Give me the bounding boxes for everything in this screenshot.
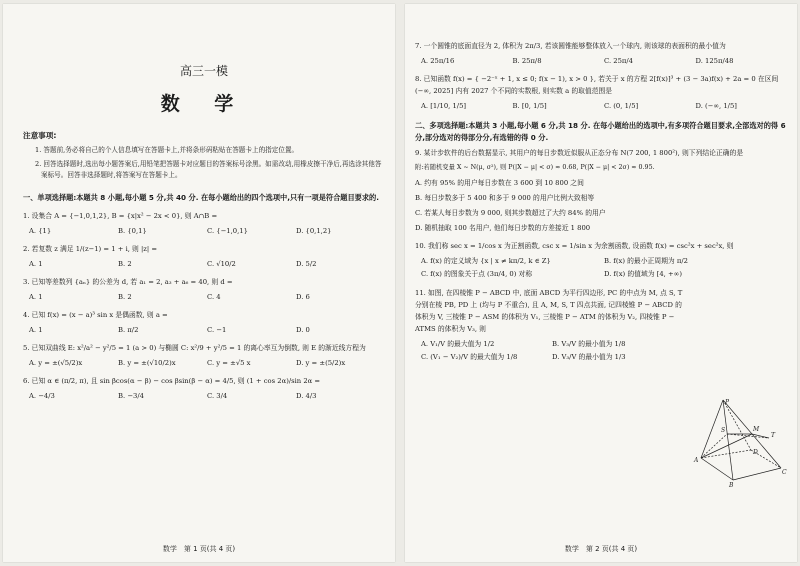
- question-6: 6. 已知 α ∈ (π/2, π), 且 sin βcos(α − β) − cos βsin(β − α) = 4/5, 则 (1 + cos 2α)/sin 2α =: [23, 376, 321, 385]
- option: D. 125π/48: [695, 57, 734, 65]
- subject-title: 数 学: [160, 93, 248, 115]
- question-11: 11. 如图, 在四棱锥 P − ABCD 中, 底面 ABCD 为平行四边形, PC 的中点为 M, 点 S, T 分别在棱 PB, PD 上 (均与 P 不重合), 且 A, M, S, T 四点共面, 记四棱锥 P − ABCD 的体积为 V, 三棱锥 P − ASM 的体积为 V₁, 三棱锥 P − ATM 的体积为 V₂, 四棱锥 P − ATMS 的体积为 V₃, 则: [415, 289, 683, 333]
- option: B. f(x) 的最小正周期为 π/2: [604, 257, 688, 265]
- question-8: 8. 已知函数 f(x) = { −2⁻ˣ + 1, x ≤ 0; f(x − 1), x > 0 }, 若关于 x 的方程 2[f(x)]³ + (3 − 3a)f(x) + 2a = 0 在区间 (−∞, 2025] 内有 2027 个不同的实数根, 则实数 a 的取值范围是: [415, 75, 779, 95]
- option: B. y = ±(√10/2)x: [118, 358, 176, 367]
- option: A. 25π/16: [421, 57, 455, 65]
- option: C. 25π/4: [604, 57, 634, 65]
- section-single-choice: 一、单项选择题:本题共 8 小题,每小题 5 分,共 40 分. 在每小题给出的四个选项中,只有一项是符合题目要求的.: [23, 192, 379, 202]
- question-11-options: [421, 338, 683, 364]
- option: D. (−∞, 1/5]: [695, 102, 737, 110]
- option: A. f(x) 的定义域为 {x | x ≠ kπ/2, k ∈ Z}: [421, 257, 551, 265]
- option: B. 2: [118, 259, 132, 268]
- option: A. V₁/V 的最大值为 1/2: [421, 340, 495, 348]
- question-4-options: [29, 324, 385, 336]
- figure-label: T: [771, 432, 776, 439]
- figure-label: S: [721, 427, 726, 434]
- option: B. 25π/8: [512, 57, 542, 65]
- option: A. 1: [29, 325, 43, 334]
- question-4: 4. 已知 f(x) = (x − a)³ sin x 是偶函数, 则 a =: [23, 310, 168, 319]
- question-1-options: [29, 225, 385, 237]
- option: D. 随机抽取 100 名用户, 他们每日步数的方差接近 1 800: [415, 224, 591, 232]
- option: A. 1: [29, 259, 43, 268]
- question-6-options: [29, 390, 385, 402]
- section-multi-choice: 二、多项选择题:本题共 3 小题,每小题 6 分,共 18 分. 在每小题给出的选项中,有多项符合题目要求,全部选对的得 6 分,部分选对的得部分分,有选错的得 0 分.: [415, 121, 786, 142]
- option: C. 3/4: [207, 391, 228, 400]
- option: C. −1: [207, 325, 227, 334]
- option: A. 约有 95% 的用户每日步数在 3 600 到 10 800 之间: [415, 179, 584, 187]
- question-5: 5. 已知双曲线 E: x²/a² − y²/5 = 1 (a > 0) 与椭圆 C: x²/9 + y²/5 = 1 的离心率互为倒数, 则 E 的渐近线方程为: [23, 343, 366, 352]
- notice-item: 2. 回答选择题时,选出每小题答案后,用铅笔把答题卡对应题目的答案标号涂黑。如需改动,用橡皮擦干净后,再选涂其他答案标号。回答非选择题时,将答案写在答题卡上。: [35, 159, 382, 179]
- figure-label: B: [729, 482, 734, 488]
- question-2-options: [29, 258, 385, 270]
- question-5-options: [29, 357, 385, 369]
- page-footer: 数学 第 2 页(共 4 页): [564, 545, 638, 553]
- option: C. f(x) 的图象关于点 (3π/4, 0) 对称: [421, 270, 533, 278]
- option: D. 4/3: [296, 391, 317, 400]
- question-3: 3. 已知等差数列 {aₙ} 的公差为 d, 若 a₁ = 2, a₃ + a₆ = 40, 则 d =: [23, 277, 233, 286]
- exam-page-2: [405, 4, 797, 562]
- question-10: 10. 我们称 sec x = 1/cos x 为正割函数, csc x = 1/sin x 为余割函数, 设函数 f(x) = csc²x + sec²x, 则: [415, 242, 734, 250]
- option: D. V₃/V 的最小值为 1/3: [552, 353, 626, 361]
- option: D. 5/2: [296, 259, 317, 268]
- option: C. 若某人每日步数为 9 000, 则其步数超过了大约 84% 的用户: [415, 209, 606, 217]
- question-3-options: [29, 291, 385, 303]
- option: B. {0,1}: [118, 226, 147, 235]
- question-10-options: [421, 255, 787, 281]
- pyramid-figure: [693, 396, 789, 488]
- figure-label: A: [694, 457, 699, 464]
- option: B. −3/4: [118, 391, 144, 400]
- figure-label: C: [782, 469, 787, 476]
- figure-label: P: [725, 399, 730, 406]
- page-footer: 数学 第 1 页(共 4 页): [162, 545, 236, 553]
- option: D. 6: [296, 292, 310, 301]
- option: C. (0, 1/5]: [604, 102, 639, 110]
- question-7: 7. 一个圆锥的底面直径为 2, 体积为 2π/3, 若该圆锥能够整体放入一个球内, 则该球的表面积的最小值为: [415, 42, 726, 50]
- option: A. 1: [29, 292, 43, 301]
- option: A. [1/10, 1/5]: [421, 102, 467, 110]
- question-9: 9. 某计步软件的后台数据显示, 其用户的每日步数近似服从正态分布 N(7 200, 1 800²), 则下列结论正确的是: [415, 149, 744, 157]
- option: D. f(x) 的值域为 [4, +∞): [604, 270, 682, 278]
- option: D. y = ±(5/2)x: [296, 358, 346, 367]
- option: C. y = ±√5 x: [207, 358, 251, 367]
- notice-item: 1. 答题前,务必将自己的个人信息填写在答题卡上,并将条形码粘贴在答题卡上的指定位置。: [35, 146, 299, 154]
- option: C. (V₁ − V₂)/V 的最大值为 1/8: [421, 353, 518, 361]
- exam-title: 高三一模: [179, 64, 228, 78]
- figure-label: D: [753, 449, 758, 456]
- option: A. −4/3: [29, 391, 55, 400]
- question-8-options: [421, 100, 787, 112]
- option: D. {0,1,2}: [296, 226, 332, 235]
- option: B. V₃/V 的最小值为 1/8: [552, 340, 626, 348]
- question-7-options: [421, 55, 787, 67]
- option: C. {−1,0,1}: [207, 226, 248, 235]
- option: C. √10/2: [207, 259, 236, 268]
- option: B. π/2: [118, 325, 139, 334]
- option: A. {1}: [29, 226, 52, 235]
- question-2: 2. 若复数 z 满足 1/(z−1) = 1 + i, 则 |z| =: [23, 244, 158, 253]
- option: B. [0, 1/5]: [512, 102, 547, 110]
- option: A. y = ±(√5/2)x: [29, 358, 83, 367]
- notice-heading: 注意事项:: [23, 131, 57, 140]
- figure-label: M: [753, 426, 760, 433]
- question-9-note: 附:若随机变量 X ~ N(μ, σ²), 则 P(|X − μ| < σ) ≈ 0.68, P(|X − μ| < 2σ) ≈ 0.95.: [415, 164, 655, 171]
- option: B. 2: [118, 292, 132, 301]
- option: D. 0: [296, 325, 310, 334]
- option: B. 每日步数多于 5 400 和多于 9 000 的用户比例大致相等: [415, 194, 595, 202]
- question-1: 1. 设集合 A = {−1,0,1,2}, B = {x|x² − 2x < 0}, 则 A∩B =: [23, 211, 218, 220]
- option: C. 4: [207, 292, 221, 301]
- exam-page-1: [3, 4, 395, 562]
